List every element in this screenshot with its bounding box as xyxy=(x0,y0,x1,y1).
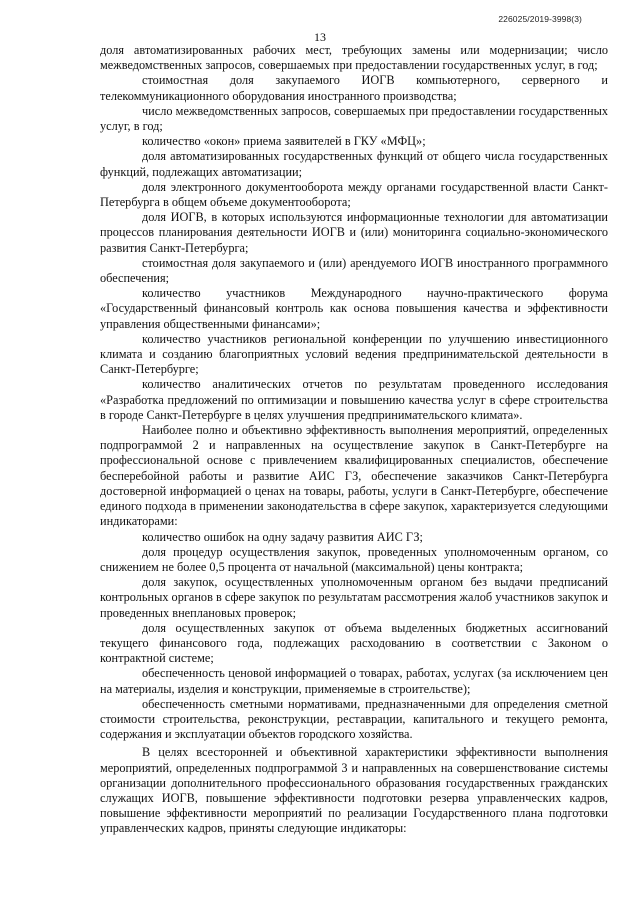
document-registration-number: 226025/2019-3998(3) xyxy=(498,14,582,24)
paragraph-electronic-workflow-share: доля электронного документооборота между органами государственной власти Санкт-Петербурга в общем объеме документооборота; xyxy=(100,179,608,210)
paragraph-mfc-windows: количество «окон» приема заявителей в ГКУ «МФЦ»; xyxy=(142,134,426,149)
paragraph-automated-functions-share: доля автоматизированных государственных функций от общего числа государственных функций, подлежащих автоматизации; xyxy=(100,149,608,179)
page-number: 13 xyxy=(314,30,326,44)
paragraph-workstations-share: доля автоматизированных рабочих мест, требующих замены или модернизации; число межведомственных запросов, совершаемых при предоставлении государственных услуг, в год; xyxy=(100,43,608,73)
paragraph-foreign-hardware-share: стоимостная доля закупаемого ИОГВ компьютерного, серверного и телекоммуникационного оборудования иностранного производства; xyxy=(100,73,608,103)
paragraph-subprogram-2-intro: Наиболее полно и объективно эффективность выполнения мероприятий, определенных подпрограммой 2 и направленных на осуществление закупок в Санкт-Петербурге на профессиональной основе с привлечением квалифицированных специалистов, обеспечение бесперебойной работы и развитие АИС ГЗ, обеспечение заказчиков Санкт-Петербурга достоверной информацией о ценах на товары, работы, услуги в Санкт-Петербурге, обеспечение единого подхода в применении законодательства в сфере закупок, характеризуется следующими индикаторами: xyxy=(100,423,608,529)
paragraph-forum-participants: количество участников Международного научно-практического форума «Государственный финансовый контроль как основа повышения качества и эффективности управления общественными финансами»; xyxy=(100,286,608,331)
paragraph-price-information: обеспеченность ценовой информацией о товарах, работах, услугах (за исключением цен на материалы, изделия и конструкции, применяемые в строительстве); xyxy=(100,666,608,696)
paragraph-interagency-requests: число межведомственных запросов, совершаемых при предоставлении государственных услуг, в год; xyxy=(100,103,608,134)
paragraph-procurement-reduction-share: доля процедур осуществления закупок, проведенных уполномоченным органом, со снижением не более 0,5 процента от начальной (максимальной) цены контракта; xyxy=(100,544,608,574)
paragraph-procurement-no-orders-share: доля закупок, осуществленных уполномоченным органом без выдачи предписаний контрольных органов в сфере закупок по результатам рассмотрения жалоб участников закупок и проведенных внеплановых проверок; xyxy=(100,575,608,620)
paragraph-foreign-software-share: стоимостная доля закупаемого и (или) арендуемого ИОГВ иностранного программного обеспечения; xyxy=(100,255,608,286)
document-body xyxy=(100,43,608,837)
paragraph-ais-gz-errors: количество ошибок на одну задачу развития АИС ГЗ; xyxy=(142,529,423,544)
paragraph-analytical-reports: количество аналитических отчетов по результатам проведенного исследования «Разработка предложений по оптимизации и повышению качества услуг в сфере строительства в городе Санкт-Петербурге в целях улучшения предпринимательского климата». xyxy=(100,377,608,422)
paragraph-subprogram-3-intro: В целях всесторонней и объективной характеристики эффективности выполнения мероприятий, определенных подпрограммой 3 и направленных на совершенствование системы организации дополнительного профессионального образования государственных гражданских служащих ИОГВ, повышение эффективности подготовки резерва управленческих кадров, повышение эффективности мероприятий по реализации Государственного плана подготовки управленческих кадров, приняты следующие индикаторы: xyxy=(100,745,608,836)
paragraph-budget-procurement-share: доля осуществленных закупок от объема выделенных бюджетных ассигнований текущего финансового года, подлежащих расходованию в соответствии с Законом о контрактной системе; xyxy=(100,620,608,666)
paragraph-estimate-standards: обеспеченность сметными нормативами, предназначенными для определения сметной стоимости строительства, реконструкции, реставрации, капитального и текущего ремонта, содержания и эксплуатации объектов городского хозяйства. xyxy=(100,696,608,742)
paragraph-iogv-it-share: доля ИОГВ, в которых используются информационные технологии для автоматизации процессов планирования деятельности ИОГВ и (или) мониторинга социально-экономического развития Санкт-Петербурга; xyxy=(100,210,608,255)
paragraph-conference-participants: количество участников региональной конференции по улучшению инвестиционного климата и созданию благоприятных условий ведения предпринимательской деятельности в Санкт-Петербурге; xyxy=(100,331,608,377)
